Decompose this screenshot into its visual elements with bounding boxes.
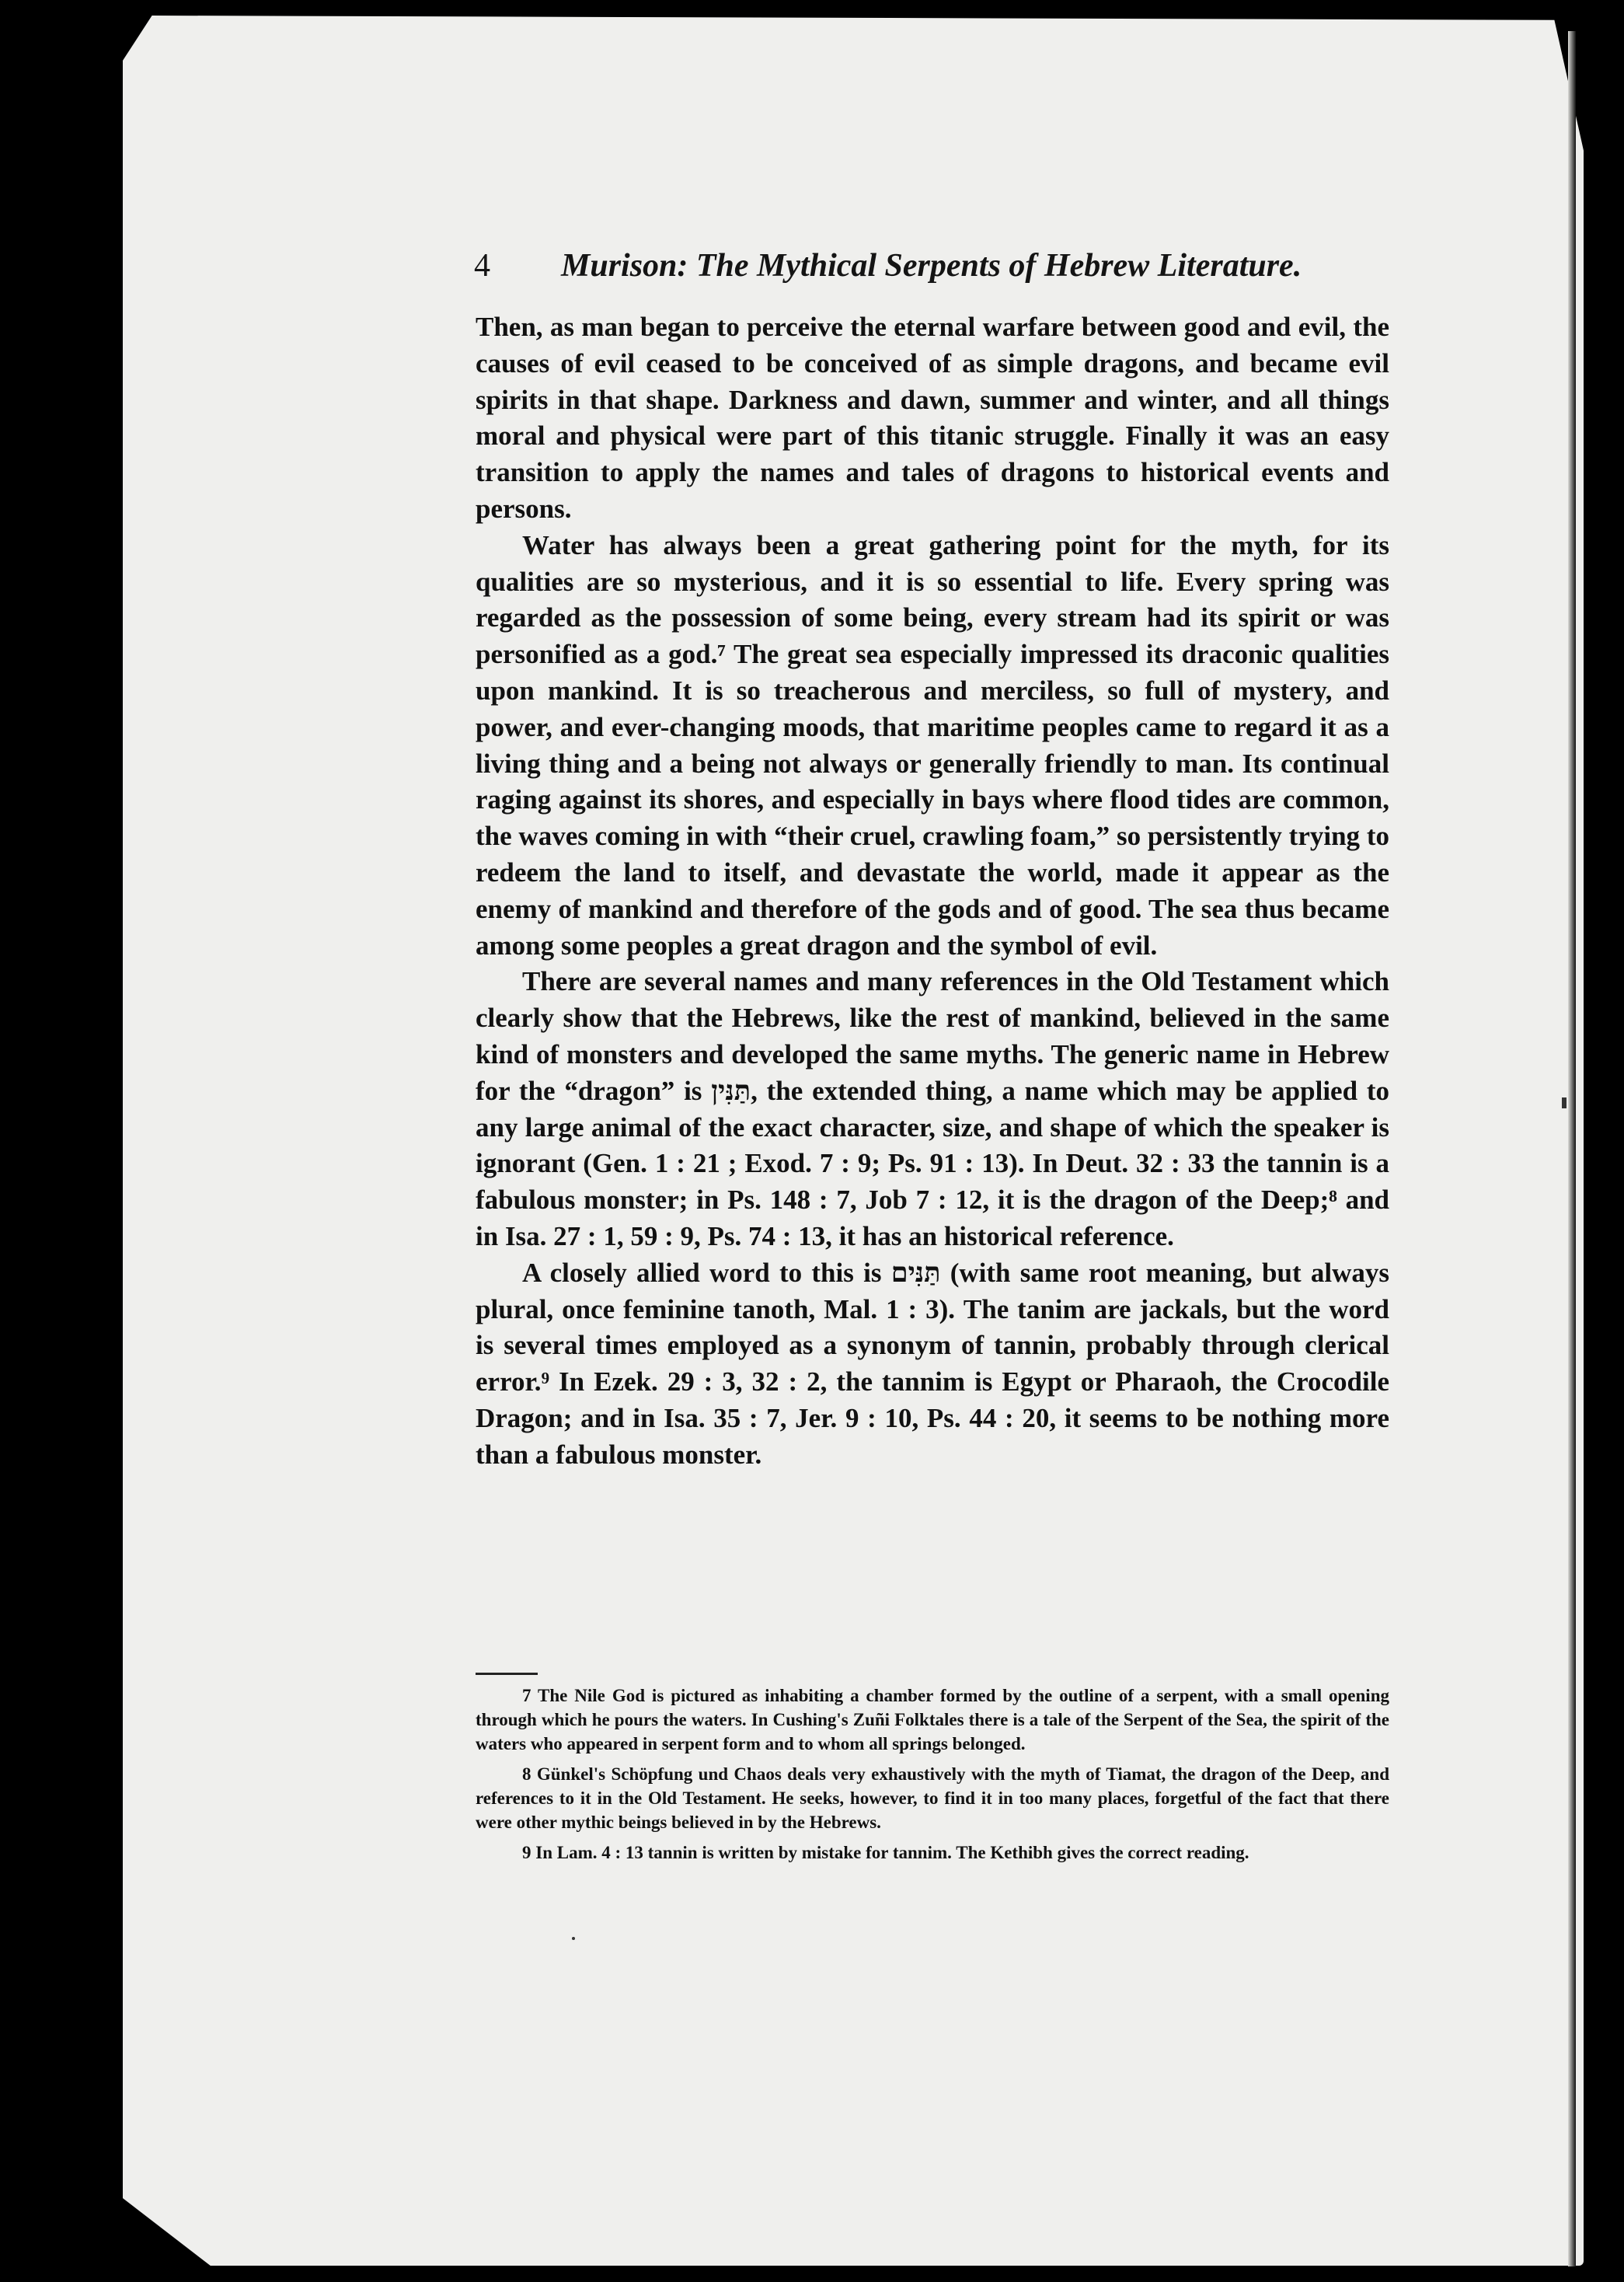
paragraph-2: Water has always been a great gathering point for the myth, for its qualities are so mysterious, and it is so essential to life. Every spring was regarded as the possession of some being, every stream had its spirit or was personified as a god.⁷ The great sea especially impressed its draconic qualities upon mankind. It is so treacherous and merciless, so full of mystery, and power, and ever-changing moods, that maritime peoples came to regard it as a living thing and a being not always or generally friendly to man. Its continual raging against its shores, and especially in bays where flood tides are common, the waves coming in with “their cruel, crawling foam,” so persistently trying to redeem the land to itself, and devastate the world, made it appear as the enemy of mankind and therefore of the gods and of good. The sea thus became among some peoples a great dragon and the symbol of evil. <box>476 529 1389 961</box>
scan-speck <box>572 1937 575 1940</box>
running-title: Murison: The Mythical Serpents of Hebrew Literature. <box>561 248 1302 284</box>
body-text <box>476 309 1389 1474</box>
page-number: 4 <box>474 248 490 284</box>
footnote-8: 8 Günkel's Schöpfung und Chaos deals very exhaustively with the myth of Tiamat, the dragon of the Deep, and references to it in the Old Testament. He seeks, however, to find it in too many places, forgetful of the fact that there were other mythic beings believed in by the Hebrews. <box>476 1764 1389 1832</box>
footnote-separator <box>476 1673 538 1675</box>
paragraph-3: There are several names and many references in the Old Testament which clearly show that the Hebrews, like the rest of mankind, believed in the same kind of monsters and developed the same myths. The generic name in Hebrew for the “dragon” is תַּנִּין, the extended thing, a name which may be applied to any large animal of the exact character, size, and shape of which the speaker is ignorant (Gen. 1 : 21 ; Exod. 7 : 9; Ps. 91 : 13). In Deut. 32 : 33 the tannin is a fabulous monster; in Ps. 148 : 7, Job 7 : 12, it is the dragon of the Deep;⁸ and in Isa. 27 : 1, 59 : 9, Ps. 74 : 13, it has an historical reference. <box>476 966 1389 1251</box>
paragraph-4: A closely allied word to this is תַּנִּים (with same root meaning, but always plural, once feminine tanoth, Mal. 1 : 3). The tanim are jackals, but the word is several times employed as a synonym of tannin, probably through clerical error.⁹ In Ezek. 29 : 3, 32 : 2, the tannim is Egypt or Pharaoh, the Crocodile Dragon; and in Isa. 35 : 7, Jer. 9 : 10, Ps. 44 : 20, it seems to be nothing more than a fabulous monster. <box>476 1257 1389 1470</box>
footnote-7: 7 The Nile God is pictured as inhabiting a chamber formed by the outline of a serpent, with a small opening through which he pours the waters. In Cushing's Zuñi Folktales there is a tale of the Serpent of the Sea, the spirit of the waters who appeared in serpent form and to whom all springs belonged. <box>476 1686 1389 1753</box>
footnote-9: 9 In Lam. 4 : 13 tannin is written by mistake for tannim. The Kethibh gives the correct reading. <box>522 1843 1249 1862</box>
footnotes <box>476 1684 1389 1871</box>
margin-mark <box>1562 1097 1566 1108</box>
paragraph-1: Then, as man began to perceive the eternal warfare between good and evil, the causes of evil ceased to be conceived of as simple dragons, and became evil spirits in that shape. Darkness and dawn, summer and winter, and all things moral and physical were part of this titanic struggle. Finally it was an easy transition to apply the names and tales of dragons to historical events and persons. <box>476 312 1389 524</box>
page-edge-shadow <box>1568 31 1576 2266</box>
